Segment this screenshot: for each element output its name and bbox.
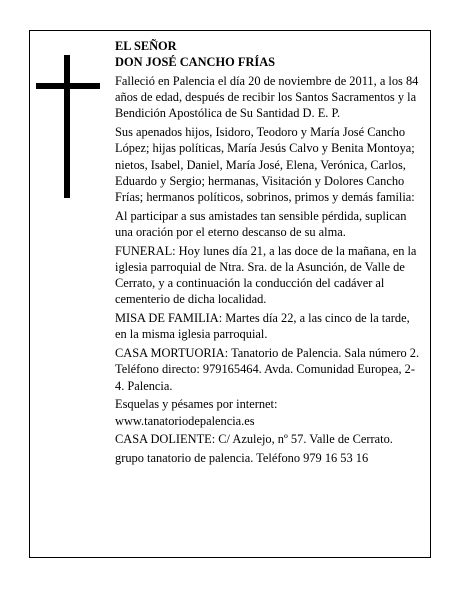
- family-home-address: CASA DOLIENTE: C/ Azulejo, nº 57. Valle de Cerrato.: [115, 432, 393, 447]
- obituary-text: [115, 38, 420, 469]
- notice-title-name: DON JOSÉ CANCHO FRÍAS: [115, 55, 276, 70]
- cross-vertical-bar: [64, 55, 70, 198]
- online-condolences: Esquelas y pésames por internet: www.tanatoriodepalencia.es: [115, 397, 278, 428]
- funeral-home-details: CASA MORTUORIA: Tanatorio de Palencia. Sala número 2. Teléfono directo: 979165464. Avda. Comunidad Europea, 2-4. Palencia.: [115, 346, 420, 393]
- funeral-group-contact: grupo tanatorio de palencia. Teléfono 979 16 53 16: [115, 451, 369, 466]
- funeral-details: FUNERAL: Hoy lunes día 21, a las doce de la mañana, en la iglesia parroquial de Ntra. Sra. de la Asunción, de Valle de Cerrato, y a continuación la conducción del cadáver al cementerio de dicha localidad.: [115, 243, 417, 307]
- family-mass-details: MISA DE FAMILIA: Martes día 22, a las cinco de la tarde, en la misma iglesia parroquial.: [115, 311, 410, 342]
- family-mourners: Sus apenados hijos, Isidoro, Teodoro y María José Cancho López; hijas políticas, María Jesús Calvo y Benita Montoya; nietos, Isabel, Daniel, María José, Elena, Verónica, Carlos, Eduardo y Sergio; hermanas, Visitación y Dolores Cancho Frías; hermanos políticos, sobrinos, primos y demás familia:: [115, 125, 415, 205]
- cross-horizontal-bar: [36, 83, 100, 89]
- death-announcement: Falleció en Palencia el día 20 de noviembre de 2011, a los 84 años de edad, después de recibir los Santos Sacramentos y la Bendición Apostólica de Su Santidad D. E. P.: [115, 74, 419, 121]
- cross-icon: [36, 55, 100, 198]
- prayer-request: Al participar a sus amistades tan sensible pérdida, suplican una oración por el eterno descanso de su alma.: [115, 208, 407, 240]
- notice-title-honorific: EL SEÑOR: [115, 39, 177, 53]
